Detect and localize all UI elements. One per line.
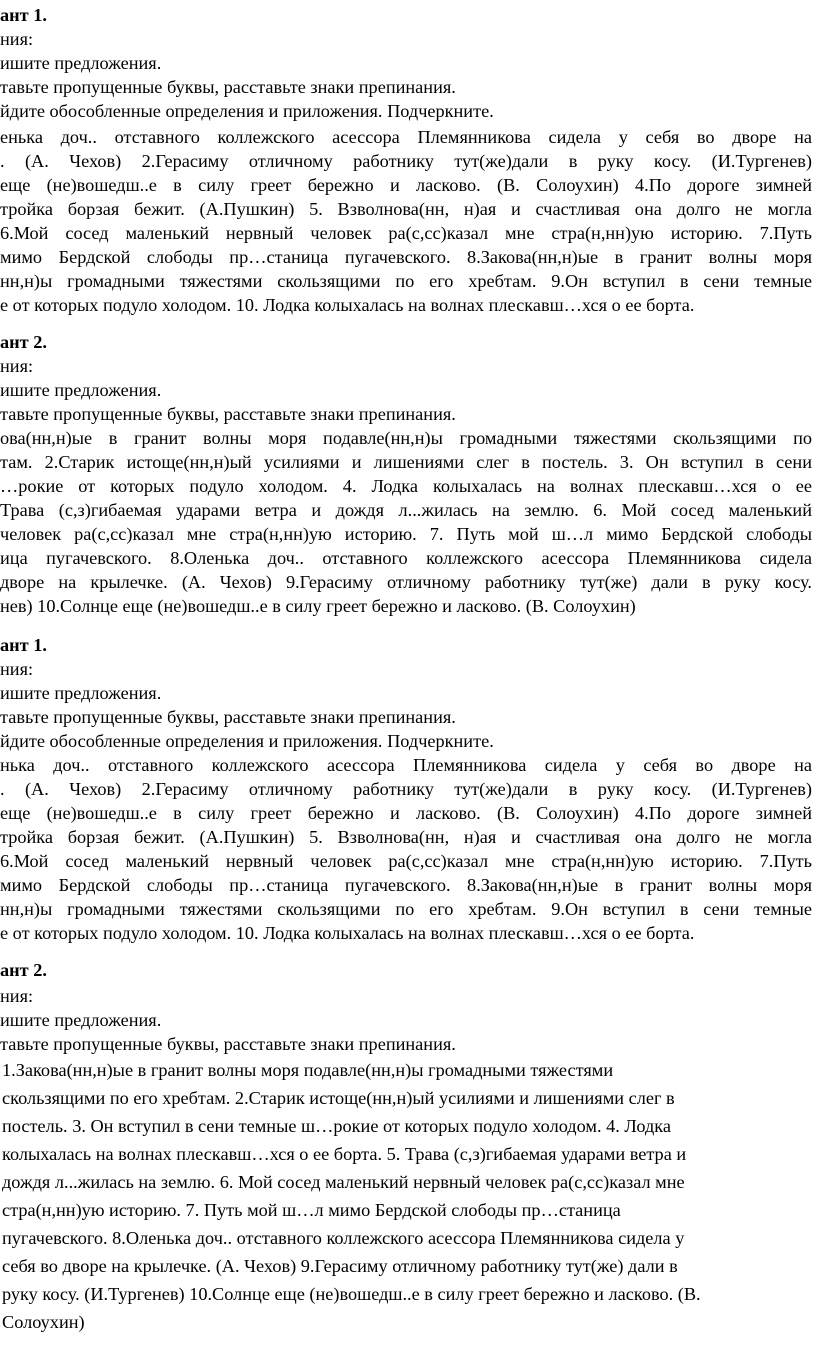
variant-title: ант 1. — [0, 635, 47, 655]
sentence-line: скользящими по его хребтам. 2.Старик истоще(нн,н)ый усилиями и лишениями слег в — [2, 1088, 675, 1108]
sentence-line: 6.Мой сосед маленький нервный человек ра(с,сс)казал мне стра(н,нн)ую историю. 7.Путь — [0, 223, 812, 243]
sentence-line: 1.Закова(нн,н)ые в гранит волны моря подавле(нн,н)ы громадными тяжестями — [2, 1060, 614, 1080]
task-1: ишите предложения. — [0, 683, 162, 703]
sentence-line: Солоухин) — [2, 1312, 85, 1332]
sentence-line: еще (не)вошедш..е в силу греет бережно и ласково. (В. Солоухин) 4.По дороге зимней — [0, 175, 812, 195]
sentence-line: нев) 10.Солнце еще (не)вошедш..е в силу греет бережно и ласково. (В. Солоухин) — [0, 596, 636, 616]
tasks-label: ния: — [0, 356, 34, 376]
variant-title: ант 1. — [0, 5, 47, 25]
sentence-line: там. 2.Старик истоще(нн,н)ый усилиями и лишениями слег в постель. 3. Он вступил в сени — [0, 452, 812, 472]
sentence-line: постель. 3. Он вступил в сени темные ш…рокие от которых подуло холодом. 4. Лодка — [2, 1116, 671, 1136]
sentence-line: себя во дворе на крылечке. (А. Чехов) 9.Герасиму отличному работнику тут(же) дали в — [2, 1256, 678, 1276]
sentence-line: дождя л...жилась на землю. 6. Мой сосед маленький нервный человек ра(с,сс)казал мне — [2, 1172, 685, 1192]
sentence-line: е от которых подуло холодом. 10. Лодка колыхалась на волнах плескавш…хся о ее борта. — [0, 295, 695, 315]
sentence-line: 6.Мой сосед маленький нервный человек ра(с,сс)казал мне стра(н,нн)ую историю. 7.Путь — [0, 851, 812, 871]
sentence-line: …рокие от которых подуло холодом. 4. Лодка колыхалась на волнах плескавш…хся о ее — [0, 476, 812, 496]
sentence-line: тройка борзая бежит. (А.Пушкин) 5. Взволнова(нн, н)ая и счастливая она долго не могла — [0, 199, 812, 219]
sentence-line: енька доч.. отставного коллежского асессора Племянникова сидела у себя во дворе на — [0, 127, 812, 147]
task-2: тавьте пропущенные буквы, расставьте знаки препинания. — [0, 404, 456, 424]
variant-title: ант 2. — [0, 332, 47, 352]
task-2: тавьте пропущенные буквы, расставьте знаки препинания. — [0, 77, 456, 97]
sentence-line: тройка борзая бежит. (А.Пушкин) 5. Взволнова(нн, н)ая и счастливая она долго не могла — [0, 827, 812, 847]
tasks-label: ния: — [0, 986, 34, 1006]
task-3: йдите обособленные определения и приложения. Подчеркните. — [0, 731, 494, 751]
sentence-line: Трава (с,з)гибаемая ударами ветра и дождя л...жилась на землю. 6. Мой сосед маленький — [0, 500, 812, 520]
variant-title: ант 2. — [0, 960, 47, 980]
sentence-line: . (А. Чехов) 2.Герасиму отличному работнику тут(же)дали в руку косу. (И.Тургенев) — [0, 151, 812, 171]
sentence-line: мимо Бердской слободы пр…станица пугачевского. 8.Закова(нн,н)ые в гранит волны моря — [0, 875, 812, 895]
task-1: ишите предложения. — [0, 1010, 162, 1030]
tasks-label: ния: — [0, 29, 34, 49]
sentence-line: руку косу. (И.Тургенев) 10.Солнце еще (не)вошедш..е в силу греет бережно и ласково. (В. — [2, 1284, 701, 1304]
sentence-line: ица пугачевского. 8.Оленька доч.. отставного коллежского асессора Племянникова сидела — [0, 548, 812, 568]
task-3: йдите обособленные определения и приложения. Подчеркните. — [0, 101, 494, 121]
sentence-line: стра(н,нн)ую историю. 7. Путь мой ш…л мимо Бердской слободы пр…станица — [2, 1200, 621, 1220]
task-1: ишите предложения. — [0, 53, 162, 73]
sentence-line: е от которых подуло холодом. 10. Лодка колыхалась на волнах плескавш…хся о ее борта. — [0, 923, 695, 943]
sentence-line: ова(нн,н)ые в гранит волны моря подавле(нн,н)ы громадными тяжестями скользящими по — [0, 428, 812, 448]
tasks-label: ния: — [0, 659, 34, 679]
sentence-line: пугачевского. 8.Оленька доч.. отставного коллежского асессора Племянникова сидела у — [2, 1228, 685, 1248]
task-1: ишите предложения. — [0, 380, 162, 400]
sentence-line: еще (не)вошедш..е в силу греет бережно и ласково. (В. Солоухин) 4.По дороге зимней — [0, 803, 812, 823]
task-2: тавьте пропущенные буквы, расставьте знаки препинания. — [0, 1034, 456, 1054]
sentence-line: нн,н)ы громадными тяжестями скользящими по его хребтам. 9.Он вступил в сени темные — [0, 271, 812, 291]
sentence-line: нн,н)ы громадными тяжестями скользящими по его хребтам. 9.Он вступил в сени темные — [0, 899, 812, 919]
task-2: тавьте пропущенные буквы, расставьте знаки препинания. — [0, 707, 456, 727]
sentence-line: нька доч.. отставного коллежского асессора Племянникова сидела у себя во дворе на — [0, 755, 812, 775]
sentence-line: дворе на крылечке. (А. Чехов) 9.Герасиму отличному работнику тут(же) дали в руку косу. — [0, 572, 812, 592]
sentence-line: человек ра(с,сс)казал мне стра(н,нн)ую историю. 7. Путь мой ш…л мимо Бердской слободы — [0, 524, 812, 544]
sentence-line: . (А. Чехов) 2.Герасиму отличному работнику тут(же)дали в руку косу. (И.Тургенев) — [0, 779, 812, 799]
sentence-line: мимо Бердской слободы пр…станица пугачевского. 8.Закова(нн,н)ые в гранит волны моря — [0, 247, 812, 267]
sentence-line: колыхалась на волнах плескавш…хся о ее борта. 5. Трава (с,з)гибаемая ударами ветра и — [2, 1144, 687, 1164]
